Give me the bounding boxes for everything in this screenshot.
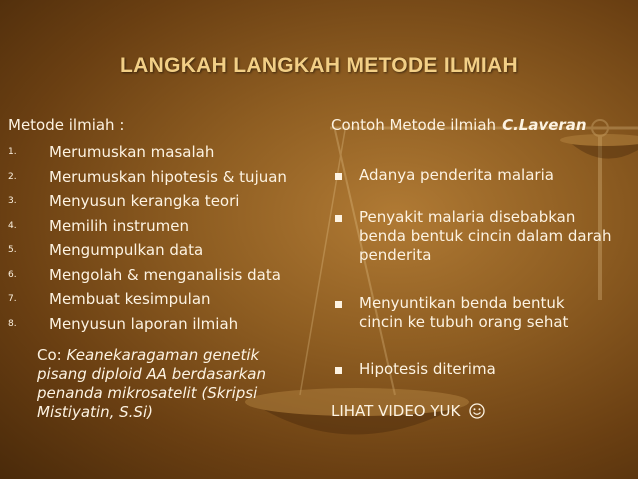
list-number: 6. [8,269,17,280]
list-number: 3. [8,196,17,206]
left-heading: Metode ilmiah : [8,116,125,134]
example-prefix: Co: [37,346,62,364]
list-text: Mengumpulkan data [49,241,204,259]
bullet-line: penderita [359,246,432,264]
list-number: 5. [8,245,17,255]
list-text: Merumuskan masalah [49,143,215,161]
example-line: Keanekaragaman genetik [66,346,260,364]
list-text: Menyusun laporan ilmiah [49,314,239,333]
steps-list [8,140,287,336]
bullet-square-icon [335,367,342,374]
list-item [8,287,287,312]
bullet-square-icon [335,215,342,222]
bullet-item [331,166,631,185]
list-number: 4. [8,220,17,231]
right-heading [331,116,587,134]
bullet-line: Adanya penderita malaria [359,166,554,184]
right-heading-text: Contoh Metode ilmiah [331,116,497,134]
list-number: 1. [8,147,17,157]
example-line: Mistiyatin, S.Si) [37,403,153,421]
list-item [8,189,287,214]
list-item [8,165,287,190]
bullet-line: cincin ke tubuh orang sehat [359,313,569,331]
list-text: Merumuskan hipotesis & tujuan [49,167,287,186]
video-link[interactable] [331,402,485,420]
example-line: pisang diploid AA berdasarkan [37,365,266,383]
bullet-line: Penyakit malaria disebabkan [359,208,576,226]
bullet-item [331,208,631,265]
slide-title: LANGKAH LANGKAH METODE ILMIAH [120,54,518,77]
list-number: 7. [8,294,17,304]
bullet-item [331,294,631,332]
list-number: 8. [8,318,17,329]
list-text: Menyusun kerangka teori [49,192,240,210]
list-text: Mengolah & menganalisis data [49,265,281,284]
video-label: LIHAT VIDEO YUK [331,402,461,420]
bullet-line: Menyuntikan benda bentuk [359,294,565,312]
example-line: penanda mikrosatelit (Skripsi [37,384,258,402]
list-item [8,214,287,239]
bullet-square-icon [335,301,342,308]
bullet-line: benda bentuk cincin dalam darah [359,227,612,245]
bullet-square-icon [335,173,342,180]
list-text: Memilih instrumen [49,216,189,235]
list-item [8,312,287,337]
smiley-icon [469,403,485,419]
list-number: 2. [8,171,17,182]
list-item [8,263,287,288]
list-item [8,238,287,263]
bullet-item [331,360,631,379]
list-item [8,140,287,165]
example-block [37,346,302,422]
right-heading-name: C.Laveran [502,116,587,134]
bullet-line: Hipotesis diterima [359,360,496,378]
list-text: Membuat kesimpulan [49,290,211,308]
